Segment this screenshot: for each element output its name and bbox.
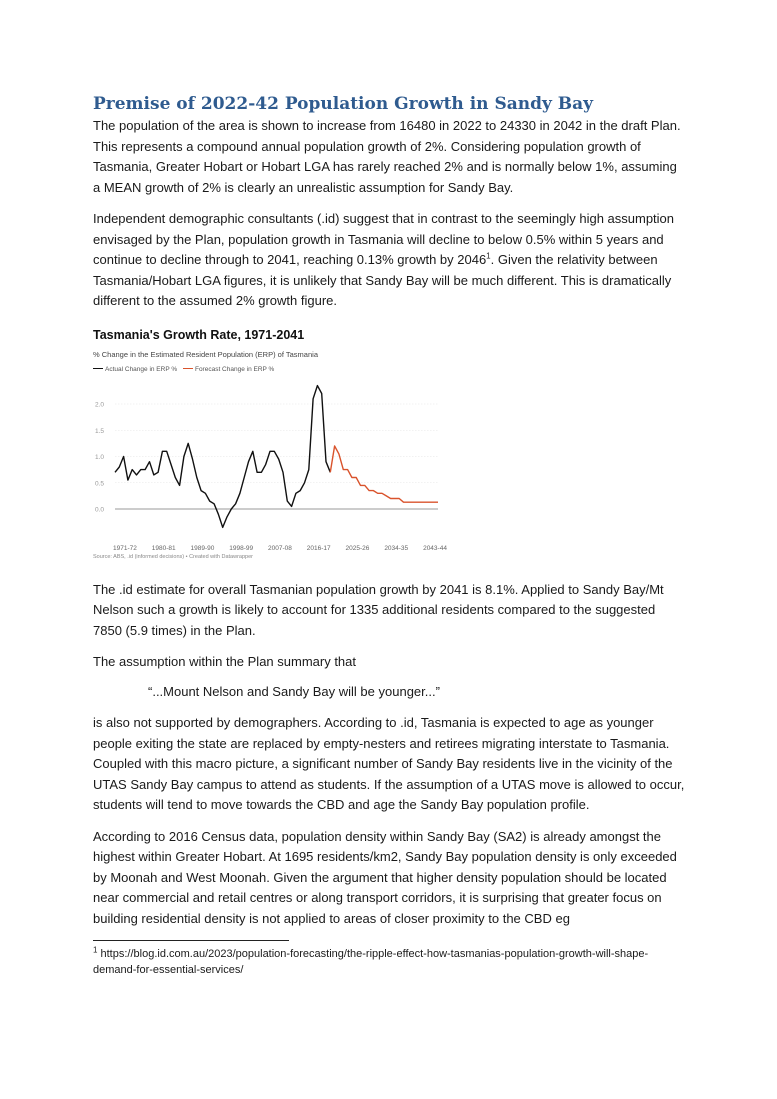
chart-subtitle: % Change in the Estimated Resident Population (ERP) of Tasmania: [93, 349, 318, 359]
footnote-link[interactable]: https://blog.id.com.au/2023/population-forecasting/the-ripple-effect-how-tasmanias-population-growth-will-shape-demand-for-essential-services/: [93, 948, 649, 976]
document-page: [93, 92, 687, 978]
y-tick-label: 2.0: [95, 401, 105, 408]
chart-legend: [93, 366, 274, 373]
paragraph-plan-assumption: The assumption within the Plan summary that: [93, 654, 357, 669]
x-tick-label: 2025-26: [345, 544, 370, 552]
footnote-divider: [93, 940, 289, 941]
series-line-forecast: [330, 446, 438, 502]
paragraph-text-continued: . Given the relativity between Tasmania/Hobart LGA figures, it is unlikely that Sandy Bay will be much different. This is dramatically different to the assumed 2% growth figure.: [93, 252, 672, 308]
footnote-reference[interactable]: 1: [486, 251, 491, 261]
quote-younger: “...Mount Nelson and Sandy Bay will be younger...”: [148, 683, 440, 699]
paragraph-census-density: According to 2016 Census data, population density within Sandy Bay (SA2) is already amongst the highest within Greater Hobart. At 1695 residents/km2, Sandy Bay population density is only exceeded by Moonah and West Moonah. Given the argument that higher density population should be located near commercial and retail centres or along transport corridors, it is surprising that greater focus on building residential density is not applied to areas of closer proximity to the CBD eg: [93, 828, 677, 926]
chart-source: Source: ABS, .id (informed decisions) • Created with Datawrapper: [93, 553, 253, 560]
paragraph-population-increase: The population of the area is shown to increase from 16480 in 2022 to 24330 in 2042 in the draft Plan. This represents a compound annual population growth of 2%. Considering population growth of Tasmania, Greater Hobart or Hobart LGA has rarely reached 2% and is normally below 1%, assuming a MEAN growth of 2% is clearly an unrealistic assumption for Sandy Bay.: [93, 118, 681, 195]
x-tick-label: 1971-72: [113, 544, 137, 552]
footnote-number: 1: [93, 945, 98, 955]
y-tick-label: 0.5: [95, 479, 105, 487]
footnote: [93, 946, 687, 978]
growth-rate-chart: [93, 327, 447, 566]
chart-plot-area: [93, 378, 447, 554]
x-tick-label: 2007-08: [268, 544, 292, 552]
y-tick-label: 1.0: [95, 453, 105, 461]
y-tick-label: 0.0: [95, 506, 105, 513]
chart-title: Tasmania's Growth Rate, 1971-2041: [93, 327, 305, 342]
x-tick-label: 2016-17: [306, 544, 331, 552]
paragraph-demographers: is also not supported by demographers. According to .id, Tasmania is expected to age as younger people exiting the state are replaced by empty-nesters and retirees migrating interstate to Tasmania. Coupled with this macro picture, a significant number of Sandy Bay residents live in the vicinity of the UTAS Sandy Bay campus to attend as students. If the assumption of a UTAS move is allowed to occur, students will tend to move towards the CBD and age the Sandy Bay population profile.: [93, 715, 685, 812]
legend-swatch-forecast: [183, 368, 193, 369]
legend-label-actual: Actual Change in ERP %: [105, 365, 178, 373]
paragraph-id-estimate: The .id estimate for overall Tasmanian population growth by 2041 is 8.1%. Applied to Sandy Bay/Mt Nelson such a growth is likely to account for 1335 additional residents compared to the suggested 7850 (5.9 times) in the Plan.: [93, 581, 664, 638]
x-tick-label: 1989-90: [190, 544, 215, 552]
y-tick-label: 1.5: [95, 427, 105, 435]
paragraph-text: Independent demographic consultants (.id) suggest that in contrast to the seemingly high assumption envisaged by the Plan, population growth in Tasmania will decline to below 0.5% within 5 years and continue to decline through to 2041, reaching 0.13% growth by 2046: [93, 211, 675, 267]
legend-label-forecast: Forecast Change in ERP %: [194, 365, 275, 373]
x-tick-label: 2043-44: [423, 544, 447, 552]
x-tick-label: 1980-81: [151, 544, 176, 552]
legend-swatch-actual: [93, 368, 103, 369]
section-heading: Premise of 2022-42 Population Growth in Sandy Bay: [93, 94, 594, 114]
paragraph-demographic-consultants: [93, 209, 687, 312]
x-tick-label: 1998-99: [229, 544, 254, 552]
x-tick-label: 2034-35: [384, 544, 409, 552]
